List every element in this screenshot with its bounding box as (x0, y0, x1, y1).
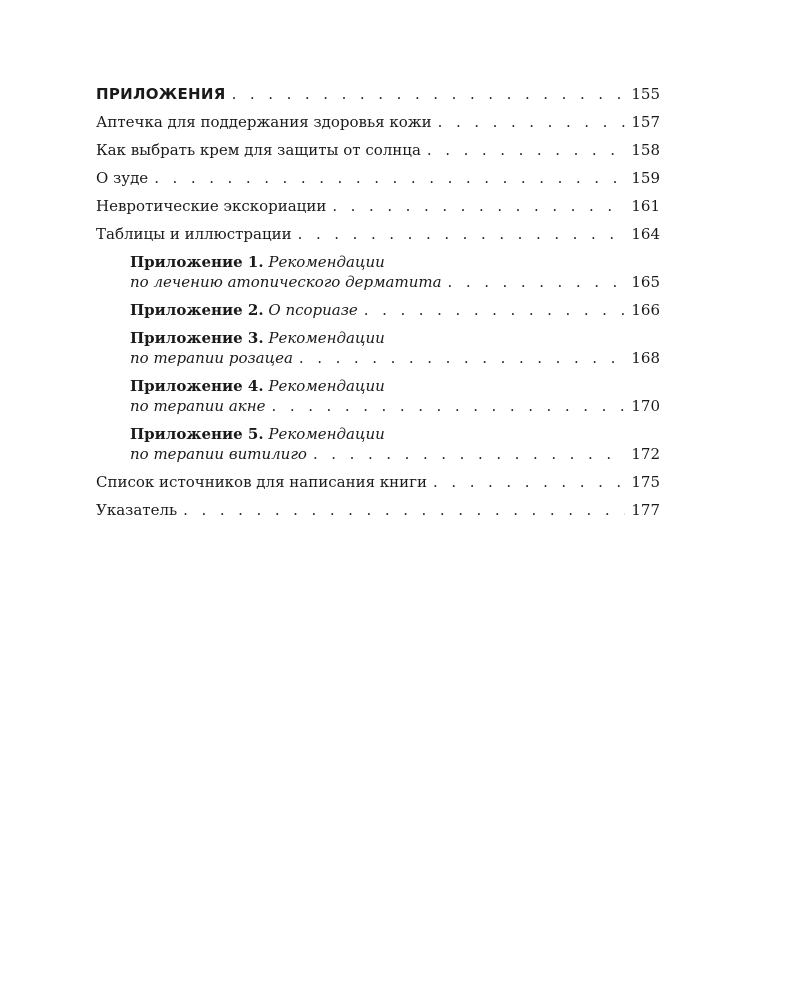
toc-subentry-prefix: Приложение 4. (130, 377, 264, 395)
toc-page-number: 166 (631, 301, 660, 319)
toc-subentry-title: Рекомендации (268, 253, 385, 271)
toc-page-number: 158 (631, 141, 660, 159)
toc-page-number: 177 (631, 501, 660, 519)
toc-subentry-first-line (130, 328, 660, 348)
toc-entry-label: ПРИЛОЖЕНИЯ (96, 85, 226, 103)
dot-leader (427, 140, 625, 160)
toc-subentry[interactable] (96, 424, 660, 464)
toc-entry-label: Таблицы и иллюстрации (96, 225, 292, 243)
toc-entry-label: Указатель (96, 501, 178, 519)
toc-page-number: 165 (631, 273, 660, 291)
dot-leader (448, 272, 626, 292)
toc-subentry-first-line (130, 376, 660, 396)
toc-subentry-prefix: Приложение 2. (130, 301, 264, 319)
toc-page-number: 168 (631, 349, 660, 367)
toc-page-number: 159 (631, 169, 660, 187)
dot-leader (298, 224, 626, 244)
dot-leader (272, 396, 626, 416)
toc-subentry[interactable] (96, 376, 660, 416)
toc-subentry-title-cont: по лечению атопического дерматита (130, 273, 442, 291)
toc-page-number: 172 (631, 445, 660, 463)
toc-entry[interactable] (96, 112, 660, 132)
toc-page-number: 170 (631, 397, 660, 415)
toc-subentry-title: Рекомендации (268, 377, 385, 395)
toc-entry-label: О зуде (96, 169, 149, 187)
toc-subentry-prefix: Приложение 1. (130, 253, 264, 271)
toc-subentry[interactable] (96, 300, 660, 320)
toc-entry[interactable] (96, 224, 660, 244)
toc-entry-appendix[interactable] (96, 84, 660, 104)
dot-leader (313, 444, 625, 464)
toc-entry[interactable] (96, 500, 660, 520)
toc-subentry-title: О псориазе (268, 301, 358, 319)
toc-subentry-first-line (130, 252, 660, 272)
toc-subentry-title-cont: по терапии розацеа (130, 349, 293, 367)
toc-page-number: 175 (631, 473, 660, 491)
toc-subentry-title: Рекомендации (268, 425, 385, 443)
toc-subentry[interactable] (96, 252, 660, 292)
toc-subentry[interactable] (96, 328, 660, 368)
toc-subentry-prefix: Приложение 5. (130, 425, 264, 443)
toc-page-number: 155 (631, 85, 660, 103)
toc-entry[interactable] (96, 196, 660, 216)
toc-page-number: 164 (631, 225, 660, 243)
toc-entry[interactable] (96, 140, 660, 160)
toc-page-number: 161 (631, 197, 660, 215)
toc-subentry-first-line (130, 300, 358, 320)
toc-subentry-second-line (130, 444, 660, 464)
toc-subentry-title: Рекомендации (268, 329, 385, 347)
dot-leader (154, 168, 625, 188)
toc-subentry-second-line (130, 272, 660, 292)
dot-leader (332, 196, 625, 216)
toc-entry-label: Невротические экскориации (96, 197, 327, 215)
table-of-contents (96, 84, 660, 528)
toc-entry[interactable] (96, 168, 660, 188)
toc-entry-label: Список источников для написания книги (96, 473, 428, 491)
toc-page-number: 157 (631, 113, 660, 131)
toc-entry-label: Аптечка для поддержания здоровья кожи (96, 113, 432, 131)
toc-entry[interactable] (96, 472, 660, 492)
dot-leader (183, 500, 625, 520)
toc-entry-label: Как выбрать крем для защиты от солнца (96, 141, 421, 159)
dot-leader (299, 348, 625, 368)
toc-subentry-prefix: Приложение 3. (130, 329, 264, 347)
toc-subentry-title-cont: по терапии витилиго (130, 445, 307, 463)
toc-subentry-title-cont: по терапии акне (130, 397, 266, 415)
toc-subentry-first-line (130, 424, 660, 444)
dot-leader (364, 300, 626, 320)
dot-leader (438, 112, 626, 132)
toc-subentry-second-line (130, 348, 660, 368)
dot-leader (232, 84, 626, 104)
dot-leader (433, 472, 625, 492)
toc-subentry-second-line (130, 396, 660, 416)
